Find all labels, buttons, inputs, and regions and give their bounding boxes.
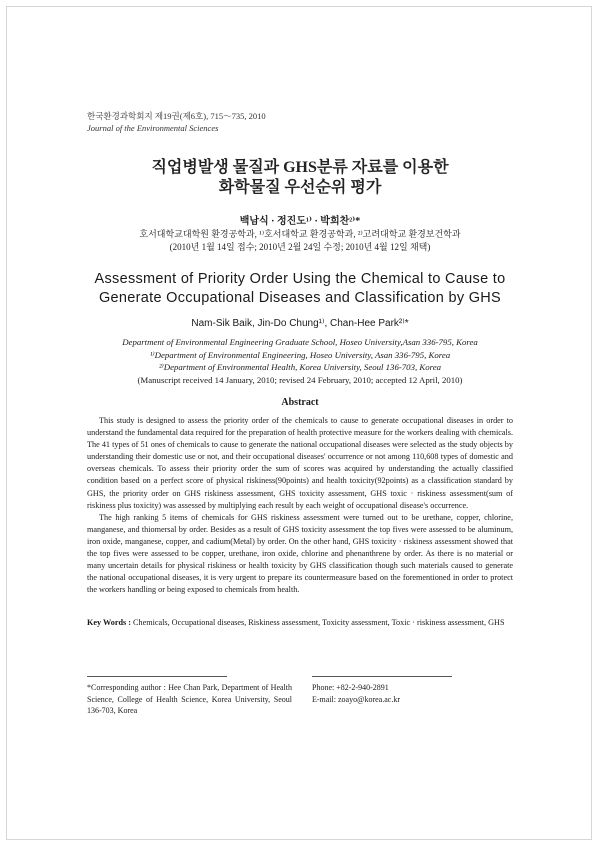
abstract-paragraph-1: This study is designed to assess the priority order of the chemicals to cause to generate occupational diseases in order to understand the fundamental data required for the preparation of health protective measure for the workers dealing with chemicals. The 41 types of 51 ones of chemicals to cause to generate the national occupational diseases were selected as the study objects by understanding their domestic use or not, and their occupational diseases' occurrence or not among 110,608 types of domestic and overseas chemicals. To assess their priority order the sum of scores was acquired by understanding the actually classified condition based on a perfect score of physical riskiness(90points) and health toxicity(92points) as a classification standard by GHS, the priority order on GHS riskiness assessment, GHS toxicity assessment, GHS toxic · riskiness assessment(sum of riskiness plus toxicity) was assessed by multiplying each result by each weight of occupational disease's occurrence. (87, 416, 513, 510)
keywords-value: Chemicals, Occupational diseases, Riskiness assessment, Toxicity assessment, Toxic · riskiness assessment, GHS (130, 618, 505, 627)
affiliation-line2: ¹⁾Department of Environmental Engineering, Hoseo University, Asan 336-795, Korea (149, 349, 451, 360)
english-title-line1: Assessment of Priority Order Using the Chemical to Cause to (94, 271, 506, 287)
contact-info (312, 682, 512, 705)
contact-email: E-mail: zoayo@korea.ac.kr (312, 694, 400, 704)
contact-phone: Phone: +82-2-940-2891 (312, 683, 389, 692)
journal-citation: 한국환경과학회지 제19권(제6호), 715～735, 2010 (87, 111, 266, 121)
korean-title (0, 158, 600, 198)
keywords (87, 618, 513, 627)
journal-header (87, 110, 266, 134)
abstract-body (87, 415, 513, 596)
korean-title-line1: 직업병발생 물질과 GHS분류 자료를 이용한 (151, 159, 449, 176)
affiliation-line1: Department of Environmental Engineering Graduate School, Hoseo University,Asan 336-795, Korea (122, 337, 478, 347)
korean-title-line2: 화학물질 우선순위 평가 (218, 179, 382, 196)
abstract-heading: Abstract (281, 397, 319, 408)
journal-name: Journal of the Environmental Sciences (87, 123, 219, 133)
korean-affiliation (0, 228, 600, 254)
english-title (0, 270, 600, 308)
footnote-rule-left (87, 676, 227, 677)
footnote-rule-right (312, 676, 452, 677)
manuscript-dates: (Manuscript received 14 January, 2010; revised 24 February, 2010; accepted 12 April, 2010) (137, 374, 463, 385)
corresponding-author-note: *Corresponding author : Hee Chan Park, Department of Health Science, College of Health Science, Korea University, Seoul 136-703, Korea (87, 683, 292, 715)
korean-received-dates: (2010년 1월 14일 접수; 2010년 2월 24일 수정; 2010년 4월 12일 채택) (169, 242, 431, 252)
english-authors: Nam-Sik Baik, Jin-Do Chung¹⁾, Chan-Hee Park²⁾* (191, 318, 409, 329)
abstract-paragraph-2: The high ranking 5 items of chemicals for GHS riskiness assessment were turned out to be urethane, copper, chlorine, manganese, and thiomersal by order. Besides as a result of GHS toxicity assessment the top fives were assessed to be aluminum, iron oxide, manganese, copper, and cadium(Metal) by order. On the other hand, GHS toxicity · riskiness assessment showed that the top fives were assessed to be copper, urethane, iron oxide, chlorine and phenanthrene by order. As there is no material or many uncertain details for physical riskiness or health toxicity by GHS classification though such materials caused to generate the national occupational diseases, it is very urgent to prepare its countermeasure based on the forementioned in order to protect the workers handling or being exposed to chemicals from health. (87, 512, 513, 595)
english-title-line2: Generate Occupational Diseases and Classification by GHS (98, 290, 502, 306)
affiliation-line3: ²⁾Department of Environmental Health, Korea University, Seoul 136-703, Korea (158, 362, 442, 372)
korean-authors: 백남식 · 정진도¹⁾ · 박희찬²⁾* (239, 216, 361, 227)
english-affiliation (0, 336, 600, 386)
keywords-label: Key Words : (87, 618, 131, 627)
korean-affiliation-line1: 호서대학교대학원 환경공학과, ¹⁾호서대학교 환경공학과, ²⁾고려대학교 환경보건학과 (139, 229, 461, 239)
